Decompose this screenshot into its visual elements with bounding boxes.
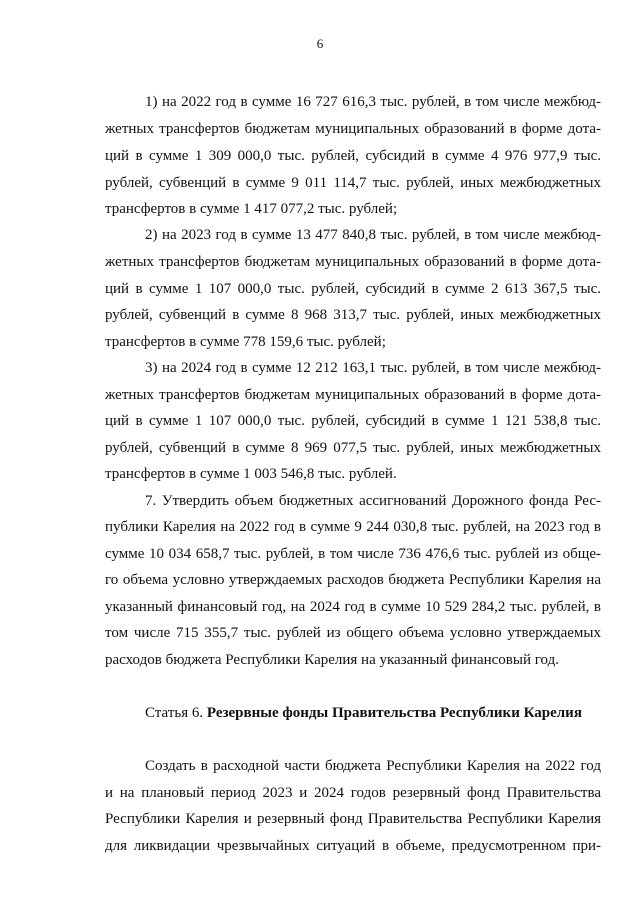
- article-title: Резервные фонды Правительства Республики Карелия: [206, 705, 582, 721]
- text-line: го объема условно утверждаемых расходов бюджета Республики Карелия на: [105, 572, 601, 588]
- text-line: 2) на 2023 год в сумме 13 477 840,8 тыс. рублей, в том числе межбюд-: [145, 227, 601, 243]
- text-line: сумме 10 034 658,7 тыс. рублей, в том числе 736 476,6 тыс. рублей из обще-: [105, 546, 601, 562]
- text-line: Создать в расходной части бюджета Республики Карелия на 2022 год: [145, 758, 601, 774]
- text-line: ций в сумме 1 107 000,0 тыс. рублей, субсидий в сумме 2 613 367,5 тыс.: [105, 281, 601, 297]
- text-line: ций в сумме 1 309 000,0 тыс. рублей, субсидий в сумме 4 976 977,9 тыс.: [105, 148, 601, 164]
- text-line: 3) на 2024 год в сумме 12 212 163,1 тыс. рублей, в том числе межбюд-: [145, 360, 601, 376]
- text-line: 7. Утвердить объем бюджетных ассигнований Дорожного фонда Рес-: [145, 493, 601, 509]
- text-line: трансфертов в сумме 1 003 546,8 тыс. рублей.: [105, 466, 397, 482]
- text-line: трансфертов в сумме 778 159,6 тыс. рублей;: [105, 334, 386, 350]
- text-line: жетных трансфертов бюджетам муниципальных образований в форме дота-: [105, 387, 601, 403]
- text-line: жетных трансфертов бюджетам муниципальных образований в форме дота-: [105, 254, 601, 270]
- text-line: ций в сумме 1 107 000,0 тыс. рублей, субсидий в сумме 1 121 538,8 тыс.: [105, 413, 601, 429]
- text-line: трансфертов в сумме 1 417 077,2 тыс. рублей;: [105, 201, 398, 217]
- text-line: для ликвидации чрезвычайных ситуаций в объеме, предусмотренном при-: [105, 838, 601, 854]
- text-line: рублей, субвенций в сумме 8 969 077,5 тыс. рублей, иных межбюджетных: [105, 440, 601, 456]
- text-line: рублей, субвенций в сумме 8 968 313,7 тыс. рублей, иных межбюджетных: [105, 307, 601, 323]
- text-line: жетных трансфертов бюджетам муниципальных образований в форме дота-: [105, 121, 601, 137]
- text-line: том числе 715 355,7 тыс. рублей из общего объема условно утверждаемых: [105, 625, 601, 641]
- article-heading: [145, 704, 601, 722]
- text-line: расходов бюджета Республики Карелия на указанный финансовый год.: [105, 652, 559, 668]
- page-number: 6: [316, 36, 324, 51]
- article-prefix: Статья 6.: [145, 705, 207, 721]
- text-line: 1) на 2022 год в сумме 16 727 616,3 тыс. рублей, в том числе межбюд-: [145, 94, 601, 110]
- text-line: публики Карелия на 2022 год в сумме 9 244 030,8 тыс. рублей, на 2023 год в: [105, 519, 601, 535]
- text-line: указанный финансовый год, на 2024 год в сумме 10 529 284,2 тыс. рублей, в: [105, 599, 601, 615]
- text-line: и на плановый период 2023 и 2024 годов резервный фонд Правительства: [105, 785, 601, 801]
- text-line: Республики Карелия и резервный фонд Правительства Республики Карелия: [105, 811, 601, 827]
- text-line: рублей, субвенций в сумме 9 011 114,7 тыс. рублей, иных межбюджетных: [105, 175, 601, 191]
